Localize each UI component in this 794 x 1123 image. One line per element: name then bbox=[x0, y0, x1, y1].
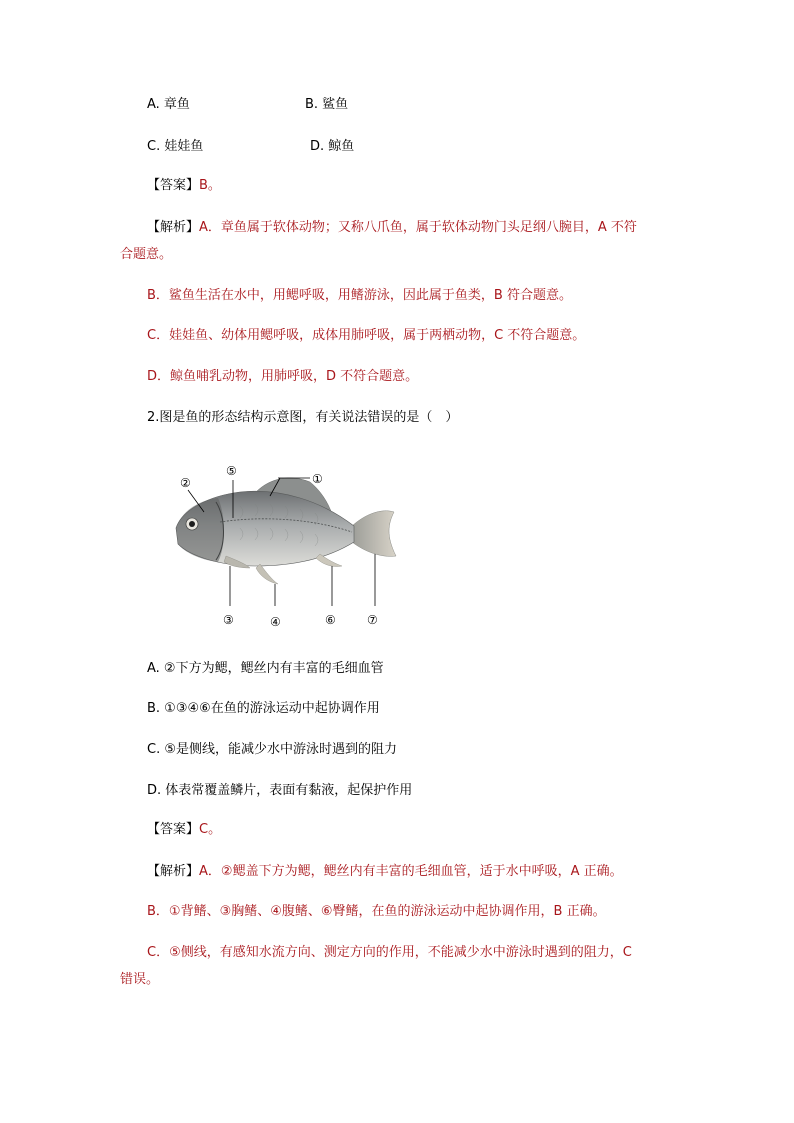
anal-fin bbox=[316, 554, 342, 567]
q1-option-a: A. 章鱼 bbox=[147, 97, 190, 112]
q1-analysis-c: C．娃娃鱼、幼体用鳃呼吸，成体用肺呼吸，属于两栖动物，C 不符合题意。 bbox=[147, 328, 586, 343]
tail-fin bbox=[352, 511, 396, 557]
q1-analysis-a bbox=[147, 218, 637, 238]
label-6: ⑥ bbox=[325, 613, 336, 627]
answer-value: C。 bbox=[199, 822, 222, 837]
q2-option-a: A. ②下方为鳃，鳃丝内有丰富的毛细血管 bbox=[147, 661, 384, 676]
q2-option-c: C. ⑤是侧线，能减少水中游泳时遇到的阻力 bbox=[147, 742, 397, 757]
fish-diagram bbox=[160, 456, 410, 636]
label-2: ② bbox=[180, 476, 191, 490]
q2-option-b: B. ①③④⑥在鱼的游泳运动中起协调作用 bbox=[147, 701, 380, 716]
answer-tag: 【答案】 bbox=[147, 178, 200, 193]
analysis-tag: 【解析】 bbox=[147, 864, 200, 879]
label-5: ⑤ bbox=[226, 464, 237, 478]
label-7: ⑦ bbox=[367, 613, 378, 627]
answer-tag: 【答案】 bbox=[147, 822, 200, 837]
label-3: ③ bbox=[223, 613, 234, 627]
label-1: ① bbox=[312, 472, 323, 486]
analysis-text: A．章鱼属于软体动物；又称八爪鱼，属于软体动物门头足纲八腕目，A 不符 bbox=[199, 220, 637, 235]
q2-analysis-a bbox=[147, 862, 623, 882]
answer-value: B。 bbox=[199, 178, 221, 193]
q1-option-d: D. 鲸鱼 bbox=[310, 139, 355, 154]
q2-option-d: D. 体表常覆盖鳞片，表面有黏液，起保护作用 bbox=[147, 783, 413, 798]
analysis-text: A．②鳃盖下方为鳃，鳃丝内有丰富的毛细血管，适于水中呼吸，A 正确。 bbox=[199, 864, 623, 879]
q1-analysis-d: D．鲸鱼哺乳动物，用肺呼吸，D 不符合题意。 bbox=[147, 369, 419, 384]
analysis-tag: 【解析】 bbox=[147, 220, 200, 235]
label-4: ④ bbox=[270, 615, 281, 629]
pelvic-fin bbox=[256, 564, 278, 584]
q2-analysis-c-cont: 错误。 bbox=[120, 972, 160, 987]
q1-option-b: B. 鲨鱼 bbox=[305, 97, 349, 112]
q1-analysis-a-cont: 合题意。 bbox=[120, 247, 173, 262]
q2-analysis-c: C．⑤侧线，有感知水流方向、测定方向的作用，不能减少水中游泳时遇到的阻力，C bbox=[147, 945, 632, 960]
q2-stem: 2.图是鱼的形态结构示意图，有关说法错误的是（ ） bbox=[147, 410, 459, 425]
q1-option-c: C. 娃娃鱼 bbox=[147, 139, 204, 154]
q1-answer bbox=[147, 176, 221, 196]
q2-answer bbox=[147, 820, 221, 840]
q2-analysis-b: B．①背鳍、③胸鳍、④腹鳍、⑥臀鳍，在鱼的游泳运动中起协调作用，B 正确。 bbox=[147, 904, 606, 919]
q1-analysis-b: B．鲨鱼生活在水中，用鳃呼吸，用鳍游泳，因此属于鱼类，B 符合题意。 bbox=[147, 288, 572, 303]
